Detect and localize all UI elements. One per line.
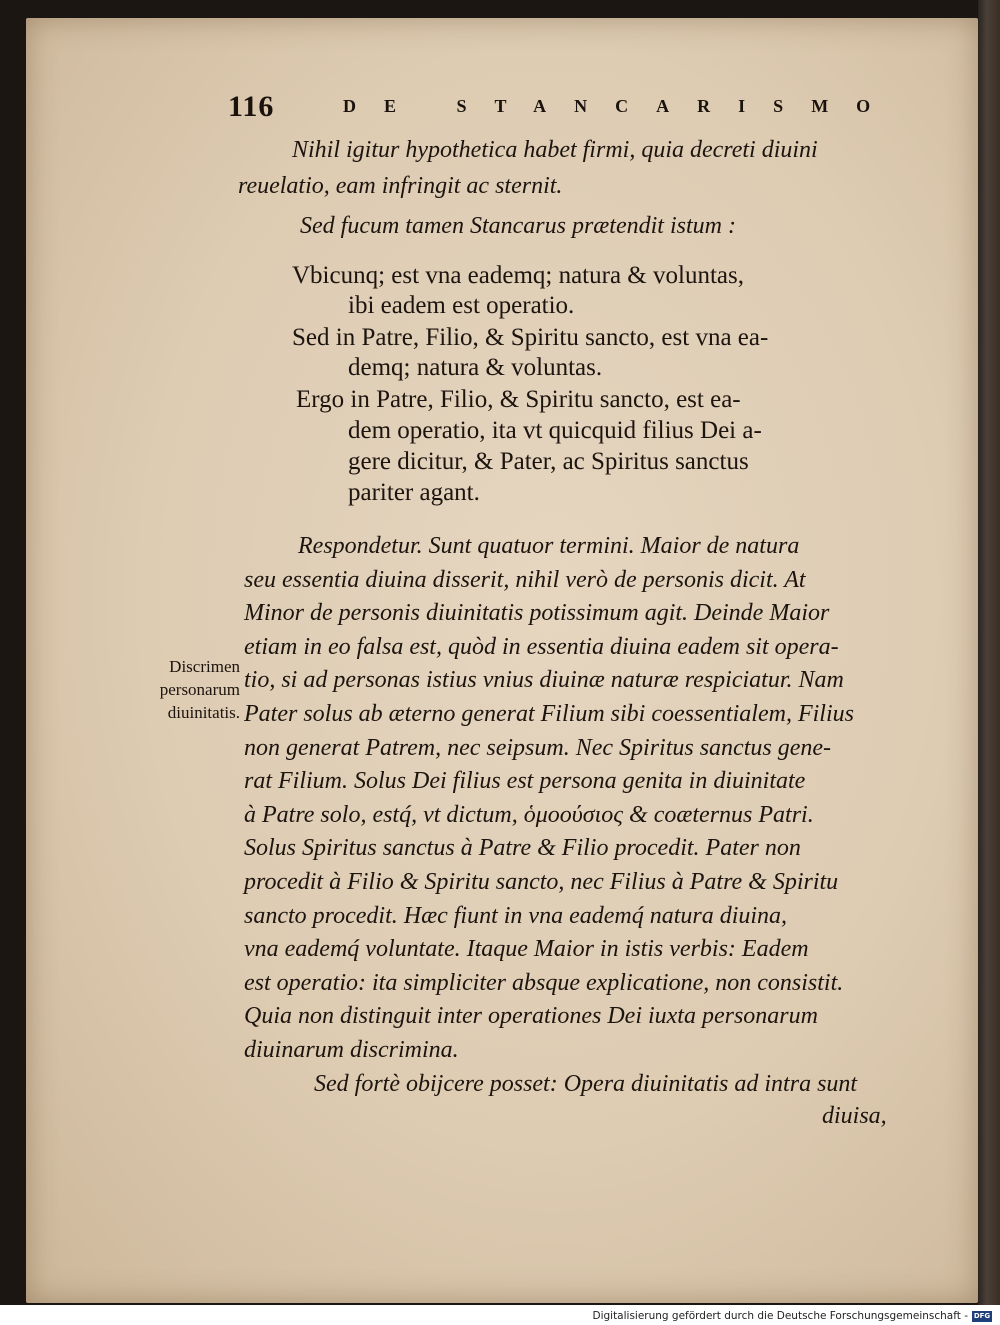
text-line: non generat Patrem, nec seipsum. Nec Spiritus sanctus gene- [244, 735, 832, 761]
digitization-credit [592, 1309, 992, 1323]
margin-note [128, 655, 240, 724]
text-line: tio, si ad personas istius vnius diuinæ naturæ respiciatur. Nam [244, 667, 844, 693]
text-line: Sed fortè obijcere posset: Opera diuinitatis ad intra sunt [314, 1071, 858, 1097]
text-line: à Patre solo, estq́, vt dictum, ὁμοούσιος & coæternus Patri. [244, 802, 814, 828]
book-spine [978, 0, 1000, 1305]
text-line: Nihil igitur hypothetica habet firmi, quia decreti diuini [292, 137, 818, 163]
text-line: Sed fucum tamen Stancarus prætendit istum : [300, 213, 736, 239]
text-line: sancto procedit. Hæc fiunt in vna eademq́ natura diuina, [244, 903, 788, 929]
text-line: diuinarum discrimina. [244, 1037, 459, 1063]
text-line: Pater solus ab æterno generat Filium sibi coessentialem, Filius [244, 701, 854, 727]
catchword: diuisa, [822, 1103, 887, 1129]
dfg-logo: DFG [973, 1311, 991, 1320]
digitization-credit-text: Digitalisierung gefördert durch die Deutsche Forschungsgemeinschaft - [592, 1310, 968, 1322]
syllogism-line: Sed in Patre, Filio, & Spiritu sancto, est vna ea- [292, 324, 769, 351]
margin-note-line: personarum [159, 680, 240, 699]
syllogism-line: Ergo in Patre, Filio, & Spiritu sancto, est ea- [296, 386, 741, 413]
margin-note-line: Discrimen [169, 657, 240, 676]
running-head [228, 88, 899, 128]
syllogism-line: gere dicitur, & Pater, ac Spiritus sanctus [348, 448, 749, 475]
syllogism-line: dem operatio, ita vt quicquid filius Dei a- [348, 417, 762, 444]
running-title: DE STANCARISMO [343, 96, 899, 116]
text-line: rat Filium. Solus Dei filius est persona genita in diuinitate [244, 768, 806, 794]
text-line: Respondetur. Sunt quatuor termini. Maior de natura [298, 533, 800, 559]
text-line: Quia non distinguit inter operationes Dei iuxta personarum [244, 1003, 818, 1029]
syllogism-line: Vbicunq; est vna eademq; natura & voluntas, [292, 262, 744, 289]
text-line: Minor de personis diuinitatis potissimum agit. Deinde Maior [244, 600, 830, 626]
syllogism-line: pariter agant. [348, 479, 480, 506]
text-line: est operatio: ita simpliciter absque explicatione, non consistit. [244, 970, 844, 996]
text-line: vna eademq́ voluntate. Itaque Maior in istis verbis: Eadem [244, 936, 809, 962]
syllogism-line: ibi eadem est operatio. [348, 292, 575, 319]
syllogism-line: demq; natura & voluntas. [348, 354, 603, 381]
text-line: etiam in eo falsa est, quòd in essentia diuina eadem sit opera- [244, 634, 839, 660]
text-line: seu essentia diuina disserit, nihil verò de personis dicit. At [244, 567, 806, 593]
text-line: reuelatio, eam infringit ac sternit. [238, 173, 563, 199]
text-line: Solus Spiritus sanctus à Patre & Filio procedit. Pater non [244, 835, 801, 861]
text-line: procedit à Filio & Spiritu sancto, nec Filius à Patre & Spiritu [244, 869, 839, 895]
margin-note-line: diuinitatis. [167, 703, 240, 722]
page-number: 116 [228, 90, 275, 123]
